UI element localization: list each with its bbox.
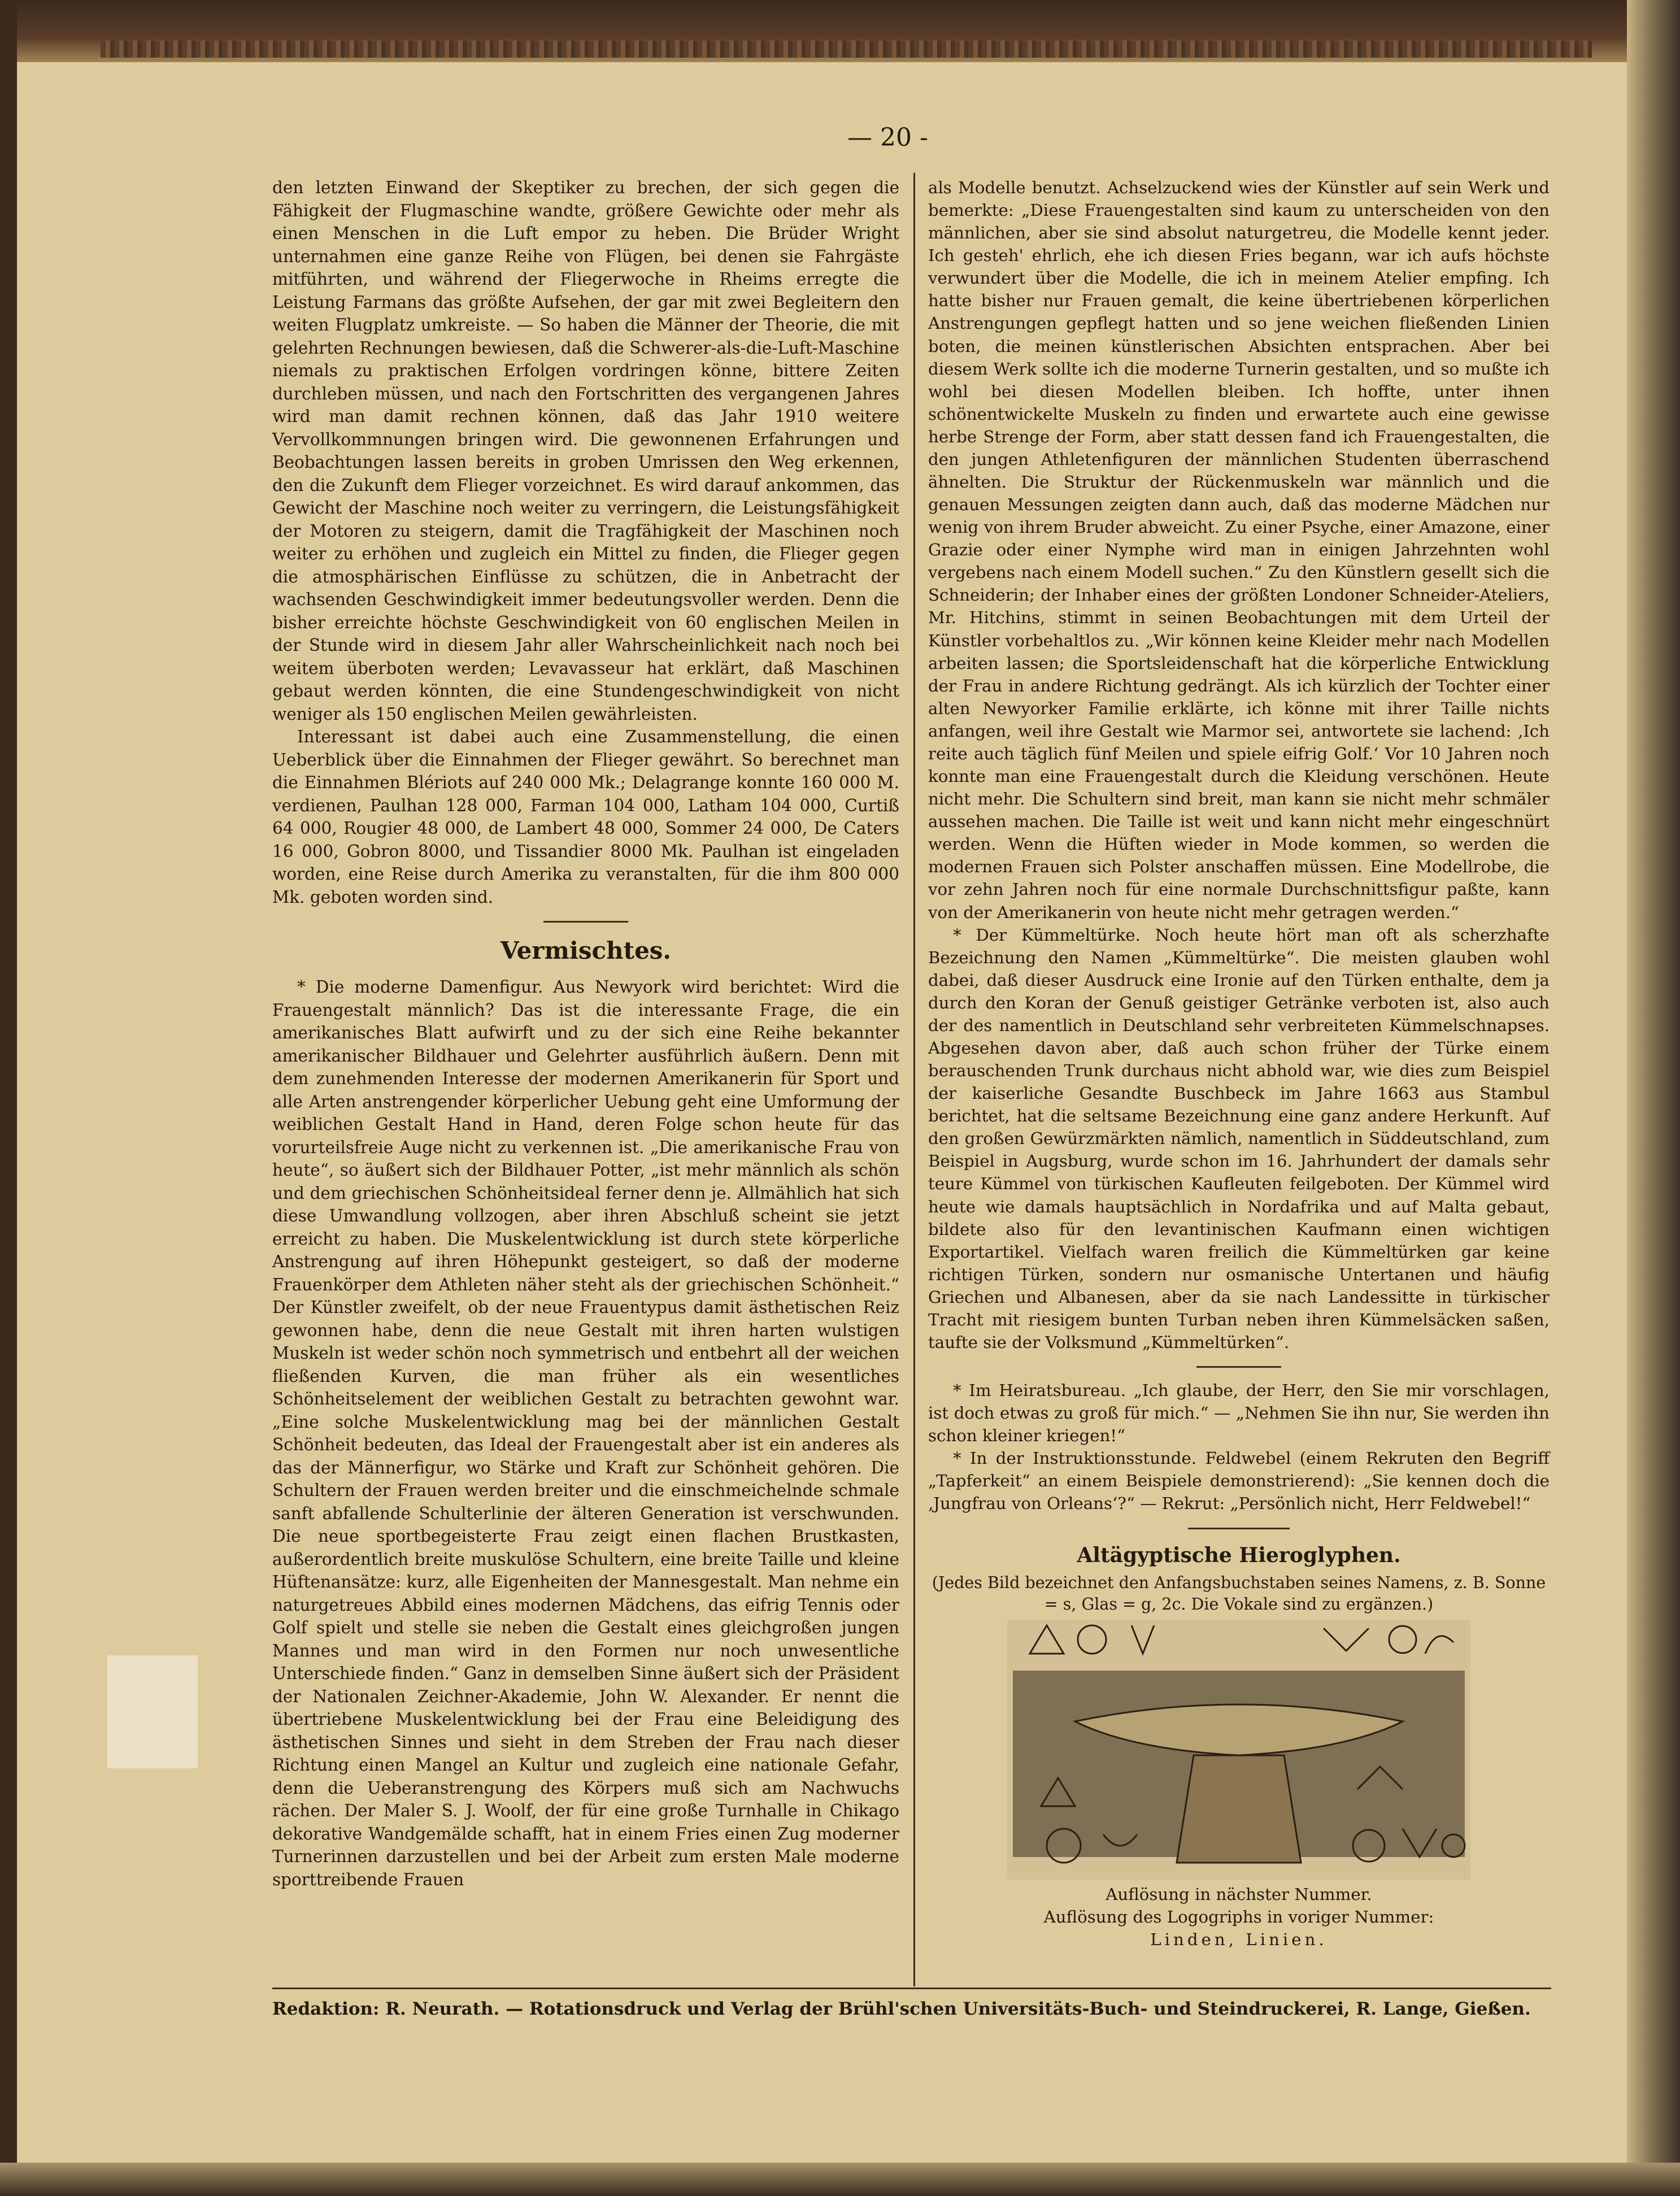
logogriph-solution-answer: Linden, Linien. <box>1150 1929 1328 1949</box>
logogriph-solution-label: Auflösung des Logogriphs in voriger Nummer: <box>1043 1907 1434 1927</box>
article-damenfigur: * Die moderne Damenfigur. Aus Newyork wird berichtet: Wird die Frauengestalt männlich? Das ist die interessante Frage, die ein amerikanisches Blatt aufwirft und zu der sich eine Reihe bekannter amerikanischer Bildhauer und Gelehrter ausführlich äußern. Denn mit dem zunehmenden Interesse der modernen Amerikanerin für Sport und alle Arten anstrengender körperlicher Uebung geht eine Umformung der weiblichen Gestalt Hand in Hand, deren Folge schon heute für das vorurteilsfreie Auge nicht zu verkennen ist. „Die amerikanische Frau von heute“, so äußert sich der Bildhauer Potter, „ist mehr männlich als schön und dem griechischen Schönheitsideal ferner denn je. Allmählich hat sich diese Umwandlung vollzogen, aber ihren Abschluß scheint sie jetzt erreicht zu haben. Die Muskelentwicklung ist durch stete körperliche Anstrengung auf ihren Höhepunkt gesteigert, so daß der moderne Frauenkörper dem Athleten näher steht als der griechischen Schönheit.“ Der Künstler zweifelt, ob der neue Frauentypus damit ästhetischen Reiz gewonnen habe, denn die neue Gestalt mit ihren harten wulstigen Muskeln ist weder schön noch symmetrisch und entbehrt all der weichen fließenden Kurven, die man früher als ein wesentliches Schönheitselement der weiblichen Gestalt zu betrachten gewohnt war. „Eine solche Muskelentwicklung mag bei der männlichen Gestalt Schönheit bedeuten, das Ideal der Frauengestalt aber ist ein anderes als das der Männerfigur, wo Stärke und Kraft zur Schönheit gehören. Die Schultern der Frauen werden breiter und die einschmeichelnde schmale sanft abfallende Schulterlinie der älteren Generation ist verschwunden. Die neue sportbegeisterte Frau zeigt einen flachen Brustkasten, außerordentlich breite muskulöse Schultern, eine breite Taille und kleine Hüftenansätze: kurz, alle Eigenheiten der Mannesgestalt. Man nehme ein naturgetreues Abbild eines modernen Mädchens, das eifrig Tennis oder Golf spielt und stelle sie neben die Gestalt eines gleichgroßen jungen Mannes und man wird in den Formen nur noch unwesentliche Unterschiede finden.“ Ganz in demselben Sinne äußert sich der Präsident der Nationalen Zeichner-Akademie, John W. Alexander. Er nennt die übertriebene Muskelentwicklung bei der Frau eine Beleidigung des ästhetischen Sinnes und sieht in dem Streben der Frau nach dieser Richtung einen Mangel an Kultur und zugleich eine nationale Gefahr, denn die Ueberanstrengung des Körpers muß sich am Nachwuchs rächen. Der Maler S. J. Woolf, der für eine große Turnhalle in Chikago dekorative Wandgemälde schafft, hat in einem Fries einen Zug moderner Turnerinnen darzustellen und bei der Arbeit zum ersten Male moderne sporttreibende Frauen <box>272 977 899 1889</box>
book-cover-bottom-edge <box>0 2163 1680 2196</box>
binding-strip <box>101 41 1592 58</box>
column-rule <box>913 173 915 1986</box>
book-cover-left-edge <box>0 0 17 2196</box>
left-column <box>272 176 899 1891</box>
section-divider <box>1196 1366 1281 1368</box>
aviation-earnings-paragraph: Interessant ist dabei auch eine Zusammenstellung, die einen Ueberblick über die Einnahmen der Flieger gewährt. So berechnet man die Einnahmen Blériots auf 240 000 Mk.; Delagrange konnte 160 000 M. verdienen, Paulhan 128 000, Farman 104 000, Latham 104 000, Curtiß 64 000, Rougier 48 000, de Lambert 48 000, Sommer 24 000, De Caters 16 000, Gobron 8000, und Tissandier 8000 Mk. Paulhan ist eingeladen worden, eine Reise durch Amerika zu veranstalten, für die ihm 800 000 Mk. geboten worden sind. <box>272 727 899 907</box>
article-kuemmeltuerke: * Der Kümmeltürke. Noch heute hört man oft als scherzhafte Bezeichnung den Namen „Kümmeltürke“. Die meisten glauben wohl dabei, daß dieser Ausdruck eine Ironie auf den Türken enthalte, dem ja durch den Koran der Genuß geistiger Getränke verboten ist, also auch der des namentlich in Deutschland sehr verbreiteten Kümmelschnapses. Abgesehen davon aber, daß auch schon früher der Türke einem berauschenden Trunk durchaus nicht abhold war, wie dies zum Beispiel der kaiserliche Gesandte Buschbeck im Jahre 1663 aus Stambul berichtet, hat die seltsame Bezeichnung eine ganz andere Herkunft. Auf den großen Gewürzmärkten nämlich, namentlich in Süddeutschland, zum Beispiel in Augsburg, wurde schon im 16. Jahrhundert der damals sehr teure Kümmel von türkischen Kaufleuten feilgeboten. Der Kümmel wird heute wie damals hauptsächlich in Nordafrika und auf Malta gebaut, bildete also für den levantinischen Kaufmann einen wichtigen Exportartikel. Vielfach waren freilich die Kümmeltürken gar keine richtigen Türken, sondern nur osmanische Untertanen und häufig Griechen und Albanesen, aber da sie nach Landessitte in türkischer Tracht mit riesigem bunten Turban neben ihren Kümmelsäcken saßen, taufte sie der Volksmund „Kümmeltürken“. <box>928 925 1550 1352</box>
hieroglyph-solution-note: Auflösung in nächster Nummer. <box>1106 1884 1372 1904</box>
joke-heiratsbureau: * Im Heiratsbureau. „Ich glaube, der Herr, den Sie mir vorschlagen, ist doch etwas zu groß für mich.“ — „Nehmen Sie ihn nur, Sie werden ihn schon kleiner kriegen!“ <box>928 1381 1550 1446</box>
article-damenfigur-continuation: als Modelle benutzt. Achselzuckend wies der Künstler auf sein Werk und bemerkte: „Diese Frauengestalten sind kaum zu unterscheiden von den männlichen, aber sie sind absolut naturgetreu, die Modelle kennt jeder. Ich gesteh' ehrlich, ehe ich diesen Fries begann, war ich aufs höchste verwundert über die Modelle, die ich in meinem Atelier empfing. Ich hatte bisher nur Frauen gemalt, die keine übertriebenen körperlichen Anstrengungen gepflegt hatten und so jene weichen fließenden Linien boten, die meinen künstlerischen Absichten entsprachen. Aber bei diesem Werk sollte ich die moderne Turnerin gestalten, und so mußte ich wohl bei diesen Modellen bleiben. Ich hoffte, unter ihnen schönentwickelte Muskeln zu finden und erwartete auch eine gewisse herbe Strenge der Form, aber statt dessen fand ich Frauengestalten, die den jungen Athletenfiguren der männlichen Studenten überraschend ähnelten. Die Struktur der Rückenmuskeln war männlich und die genauen Messungen zeigten dann auch, daß das moderne Mädchen nur wenig von ihrem Bruder abweicht. Zu einer Psyche, einer Amazone, einer Grazie oder einer Nymphe wird man in einigen Jahrzehnten wohl vergebens nach einem Modell suchen.“ Zu den Künstlern gesellt sich die Schneiderin; der Inhaber eines der größten Londoner Schneider-Ateliers, Mr. Hitchins, stimmt in seinen Beobachtungen mit dem Urteil der Künstler vorbehaltlos zu. „Wir können keine Kleider mehr nach Modellen arbeiten lassen; die Sportsleidenschaft hat die körperliche Entwicklung der Frau in andere Richtung gedrängt. Als ich kürzlich der Tochter einer alten Newyorker Familie erklärte, ich könne mit ihrer Taille nichts anfangen, weil ihre Gestalt wie Marmor sei, antwortete sie lachend: ‚Ich reite auch täglich fünf Meilen und spiele eifrig Golf.‘ Vor 10 Jahren noch konnte man eine Frauengestalt durch die Kleidung verschönen. Heute nicht mehr. Die Schultern sind breit, man kann sie nicht mehr schmäler aussehen machen. Die Taille ist weit und kann nicht mehr eingeschnürt werden. Wenn die Hüften wieder in Mode kommen, so werden die modernen Frauen sich Polster anschaffen müssen. Eine Modellrobe, die vor zehn Jahren noch für eine normale Durchschnittsfigur paßte, kann von der Amerikanerin von heute nicht mehr getragen werden.“ <box>928 178 1550 922</box>
joke-instruktionsstunde: * In der Instruktionsstunde. Feldwebel (einem Rekruten den Begriff „Tapferkeit“ an einem Beispiele demonstrierend): „Sie kennen doch die ‚Jungfrau von Orleans‘?“ — Rekrut: „Persönlich nicht, Herr Feldwebel!“ <box>928 1449 1550 1514</box>
section-heading-vermischtes: Vermischtes. <box>500 937 672 964</box>
page-number: — 20 - <box>847 123 928 152</box>
footer-rule <box>272 1988 1551 1989</box>
section-divider <box>543 921 628 923</box>
aviation-article-continuation: den letzten Einwand der Skeptiker zu brechen, der sich gegen die Fähigkeit der Flugmaschine wandte, größere Gewichte oder mehr als einen Menschen in die Luft empor zu heben. Die Brüder Wright unternahmen eine ganze Reihe von Flügen, bei denen sie Fahrgäste mitführten, und während der Fliegerwoche in Rheims erregte die Leistung Farmans das größte Aufsehen, der gar mit zwei Begleitern den weiten Flugplatz umkreiste. — So haben die Männer der Theorie, die mit gelehrten Rechnungen bewiesen, daß die Schwerer-als-die-Luft-Maschine niemals zu praktischen Erfolgen vordringen könne, bittere Zeiten durchleben müssen, und nach den Fortschritten des vergangenen Jahres wird man damit rechnen können, daß das Jahr 1910 weitere Vervollkommnungen bringen wird. Die gewonnenen Erfahrungen und Beobachtungen lassen bereits in groben Umrissen den Weg erkennen, den die Zukunft dem Flieger vorzeichnet. Es wird darauf ankommen, das Gewicht der Maschine noch weiter zu verringern, die Leistungsfähigkeit der Motoren zu steigern, damit die Tragfähigkeit der Maschinen noch weiter zu erhöhen und zugleich ein Mittel zu finden, die Flieger gegen die atmosphärischen Einflüsse zu schützen, die in Anbetracht der wachsenden Geschwindigkeit immer bedeutungsvoller werden. Denn die bisher erreichte höchste Geschwindigkeit von 60 englischen Meilen in der Stunde wird in diesem Jahr aller Wahrscheinlichkeit nach noch bei weitem überboten werden; Levavasseur hat erklärt, daß Maschinen gebaut werden könnten, die eine Stundengeschwindigkeit von nicht weniger als 150 englischen Meilen gewährleisten. <box>272 178 899 724</box>
paper-repair-patch <box>107 1655 198 1768</box>
hieroglyph-puzzle-instructions: (Jedes Bild bezeichnet den Anfangsbuchstaben seines Namens, z. B. Sonne = s, Glas = g, 2c. Die Vokale sind zu ergänzen.) <box>932 1573 1546 1614</box>
section-divider <box>1188 1528 1290 1529</box>
imprint-footer: Redaktion: R. Neurath. — Rotationsdruck und Verlag der Brühl'schen Universitäts-Buch- und Steindruckerei, R. Lange, Gießen. <box>272 1999 1531 2019</box>
right-column <box>928 176 1550 1951</box>
hieroglyph-puzzle-title: Altägyptische Hieroglyphen. <box>1077 1543 1401 1567</box>
hieroglyph-puzzle-illustration <box>1007 1620 1470 1880</box>
book-cover-right-edge <box>1627 0 1680 2196</box>
hieroglyph-picture <box>1007 1620 1470 1880</box>
